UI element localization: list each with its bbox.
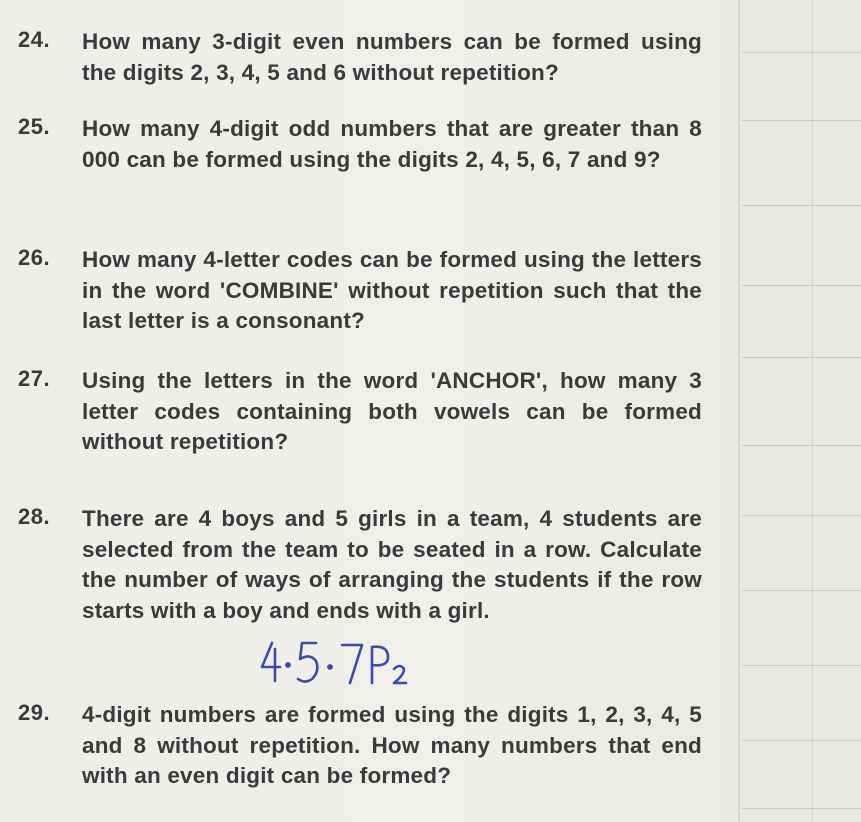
question-text: How many 4-digit odd numbers that are greater than 8 000 can be formed using the digits 2, 4, 5, 6, 7 and 9? xyxy=(82,116,702,172)
question-number: 27. xyxy=(18,366,51,391)
notebook-rule-line xyxy=(742,590,861,591)
notebook-paper xyxy=(738,0,861,822)
notebook-rule-line xyxy=(742,285,861,286)
notebook-rule-line xyxy=(742,665,861,666)
notebook-rule-line xyxy=(742,808,861,809)
notebook-rule-line xyxy=(742,740,861,741)
question-text: How many 4-letter codes can be formed using the letters in the word 'COMBINE' without repetition such that the last letter is a consonant? xyxy=(82,247,702,333)
question-number: 28. xyxy=(18,504,51,529)
question-number: 25. xyxy=(18,114,51,139)
handwritten-note xyxy=(258,637,438,689)
notebook-rule-line xyxy=(742,52,861,53)
notebook-rule-line xyxy=(742,120,861,121)
question-text: 4-digit numbers are formed using the digits 1, 2, 3, 4, 5 and 8 without repetition. How many numbers that end with an even digit can be formed? xyxy=(82,702,702,788)
notebook-margin-line xyxy=(812,0,813,822)
notebook-rule-line xyxy=(742,445,861,446)
question-number: 29. xyxy=(18,700,51,725)
question-number: 24. xyxy=(18,27,51,52)
question-text: How many 3-digit even numbers can be formed using the digits 2, 3, 4, 5 and 6 without repetition? xyxy=(82,29,702,85)
notebook-rule-line xyxy=(742,205,861,206)
question-text: There are 4 boys and 5 girls in a team, 4 students are selected from the team to be seated in a row. Calculate the number of ways of arranging the students if the row starts with a boy and ends with a girl. xyxy=(82,506,702,623)
notebook-rule-line xyxy=(742,357,861,358)
notebook-rule-line xyxy=(742,515,861,516)
question-number: 26. xyxy=(18,245,51,270)
question-text: Using the letters in the word 'ANCHOR', how many 3 letter codes containing both vowels can be formed without repetition? xyxy=(82,368,702,454)
